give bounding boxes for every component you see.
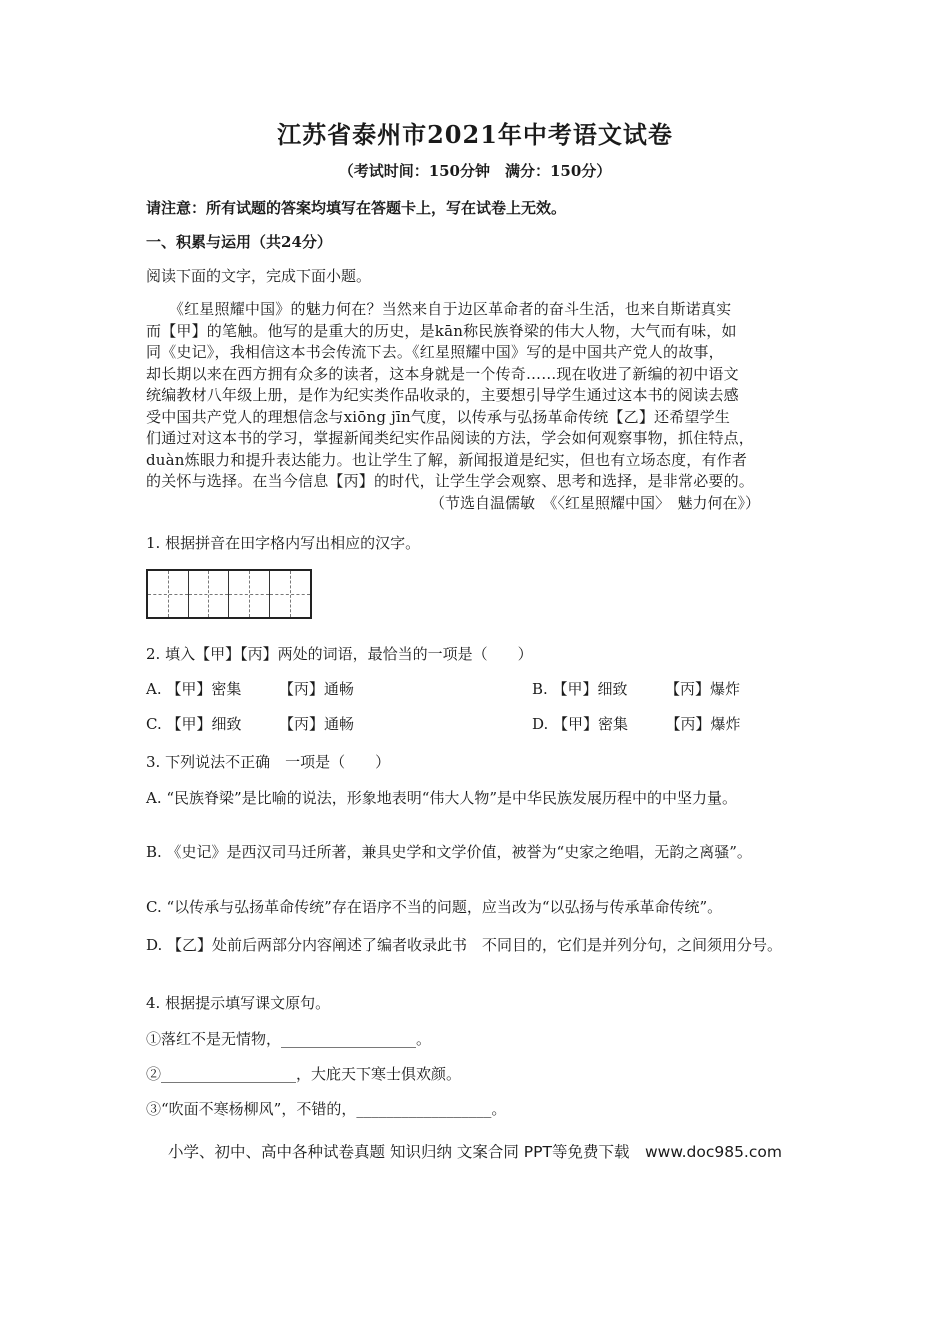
passage-source: （节选自温儒敏 《〈红星照耀中国〉 魅力何在》） [430, 494, 761, 512]
question-3-option-d: D. 【乙】处前后两部分内容阐述了编者收录此书 不同目的，它们是并列分句，之间须用分号。 [146, 936, 783, 954]
grid-cell[interactable] [189, 571, 230, 617]
section-heading: 一、积累与运用（共24分） [146, 233, 332, 251]
passage-line: 而【甲】的笔触。他写的是重大的历史，是kān称民族脊梁的伟大人物，大气而有味，如 [146, 321, 737, 340]
question-2-option-c: C. 【甲】细致 【丙】通畅 [146, 715, 354, 733]
fill-blank-2: ②__________________，大庇天下寒士俱欢颜。 [146, 1065, 462, 1083]
passage-line: 受中国共产党人的理想信念与xiōng jīn气度，以传承与弘扬革命传统【乙】还希望学生 [146, 407, 731, 426]
tianzige-grid[interactable] [146, 569, 312, 619]
question-2-option-b: B. 【甲】细致 【丙】爆炸 [532, 680, 741, 698]
exam-info: （考试时间：150分钟 满分：150分） [338, 162, 612, 180]
notice: 请注意：所有试题的答案均填写在答题卡上，写在试卷上无效。 [146, 199, 567, 217]
footer-banner: 小学、初中、高中各种试卷真题 知识归纳 文案合同 PPT等免费下载 www.doc985.com [168, 1143, 782, 1161]
passage-line: 却长期以来在西方拥有众多的读者，这本身就是一个传奇……现在收进了新编的初中语文 [146, 364, 739, 383]
question-1-stem: 1. 根据拼音在田字格内写出相应的汉字。 [146, 534, 421, 552]
grid-cell[interactable] [229, 571, 270, 617]
grid-cell[interactable] [270, 571, 310, 617]
question-3-stem: 3. 下列说法不正确 一项是（ ） [146, 753, 391, 771]
passage-line: 同《史记》，我相信这本书会传流下去。《红星照耀中国》写的是中国共产党人的故事， [146, 343, 724, 361]
passage-line: 《红星照耀中国》的魅力何在？当然来自于边区革命者的奋斗生活，也来自斯诺真实 [146, 300, 732, 318]
question-3-option-a: A. “民族脊梁”是比喻的说法，形象地表明“伟大人物”是中华民族发展历程中的中坚力量。 [146, 789, 738, 807]
question-3-option-c: C. “以传承与弘扬革命传统”存在语序不当的问题，应当改为“以弘扬与传承革命传统”。 [146, 898, 723, 916]
passage-line: 的关怀与选择。在当今信息【丙】的时代，让学生学会观察、思考和选择，是非常必要的。 [146, 472, 755, 490]
question-2-stem: 2. 填入【甲】【丙】两处的词语，最恰当的一项是（ ） [146, 645, 533, 663]
fill-blank-1: ①落红不是无情物，__________________。 [146, 1030, 432, 1048]
reading-passage [146, 299, 808, 493]
passage-line: 们通过对这本书的学习，掌握新闻类纪实作品阅读的方法，学会如何观察事物，抓住特点， [146, 429, 755, 447]
grid-cell[interactable] [148, 571, 189, 617]
question-2-option-d: D. 【甲】密集 【丙】爆炸 [532, 715, 741, 733]
question-3-option-b: B. 《史记》是西汉司马迁所著，兼具史学和文学价值，被誉为“史家之绝唱，无韵之离骚”。 [146, 843, 752, 861]
question-2-option-a: A. 【甲】密集 【丙】通畅 [146, 680, 354, 698]
passage-line: 统编教材八年级上册，是作为纪实类作品收录的，主要想引导学生通过这本书的阅读去感 [146, 386, 739, 404]
reading-instruction: 阅读下面的文字，完成下面小题。 [146, 267, 372, 285]
fill-blank-3: ③“吹面不寒杨柳风”，不错的，__________________。 [146, 1100, 507, 1118]
question-4-stem: 4. 根据提示填写课文原句。 [146, 994, 331, 1012]
page-title: 江苏省泰州市2021年中考语文试卷 [277, 120, 673, 149]
passage-line: duàn炼眼力和提升表达能力。也让学生了解，新闻报道是纪实，但也有立场态度，有作者 [146, 450, 748, 469]
